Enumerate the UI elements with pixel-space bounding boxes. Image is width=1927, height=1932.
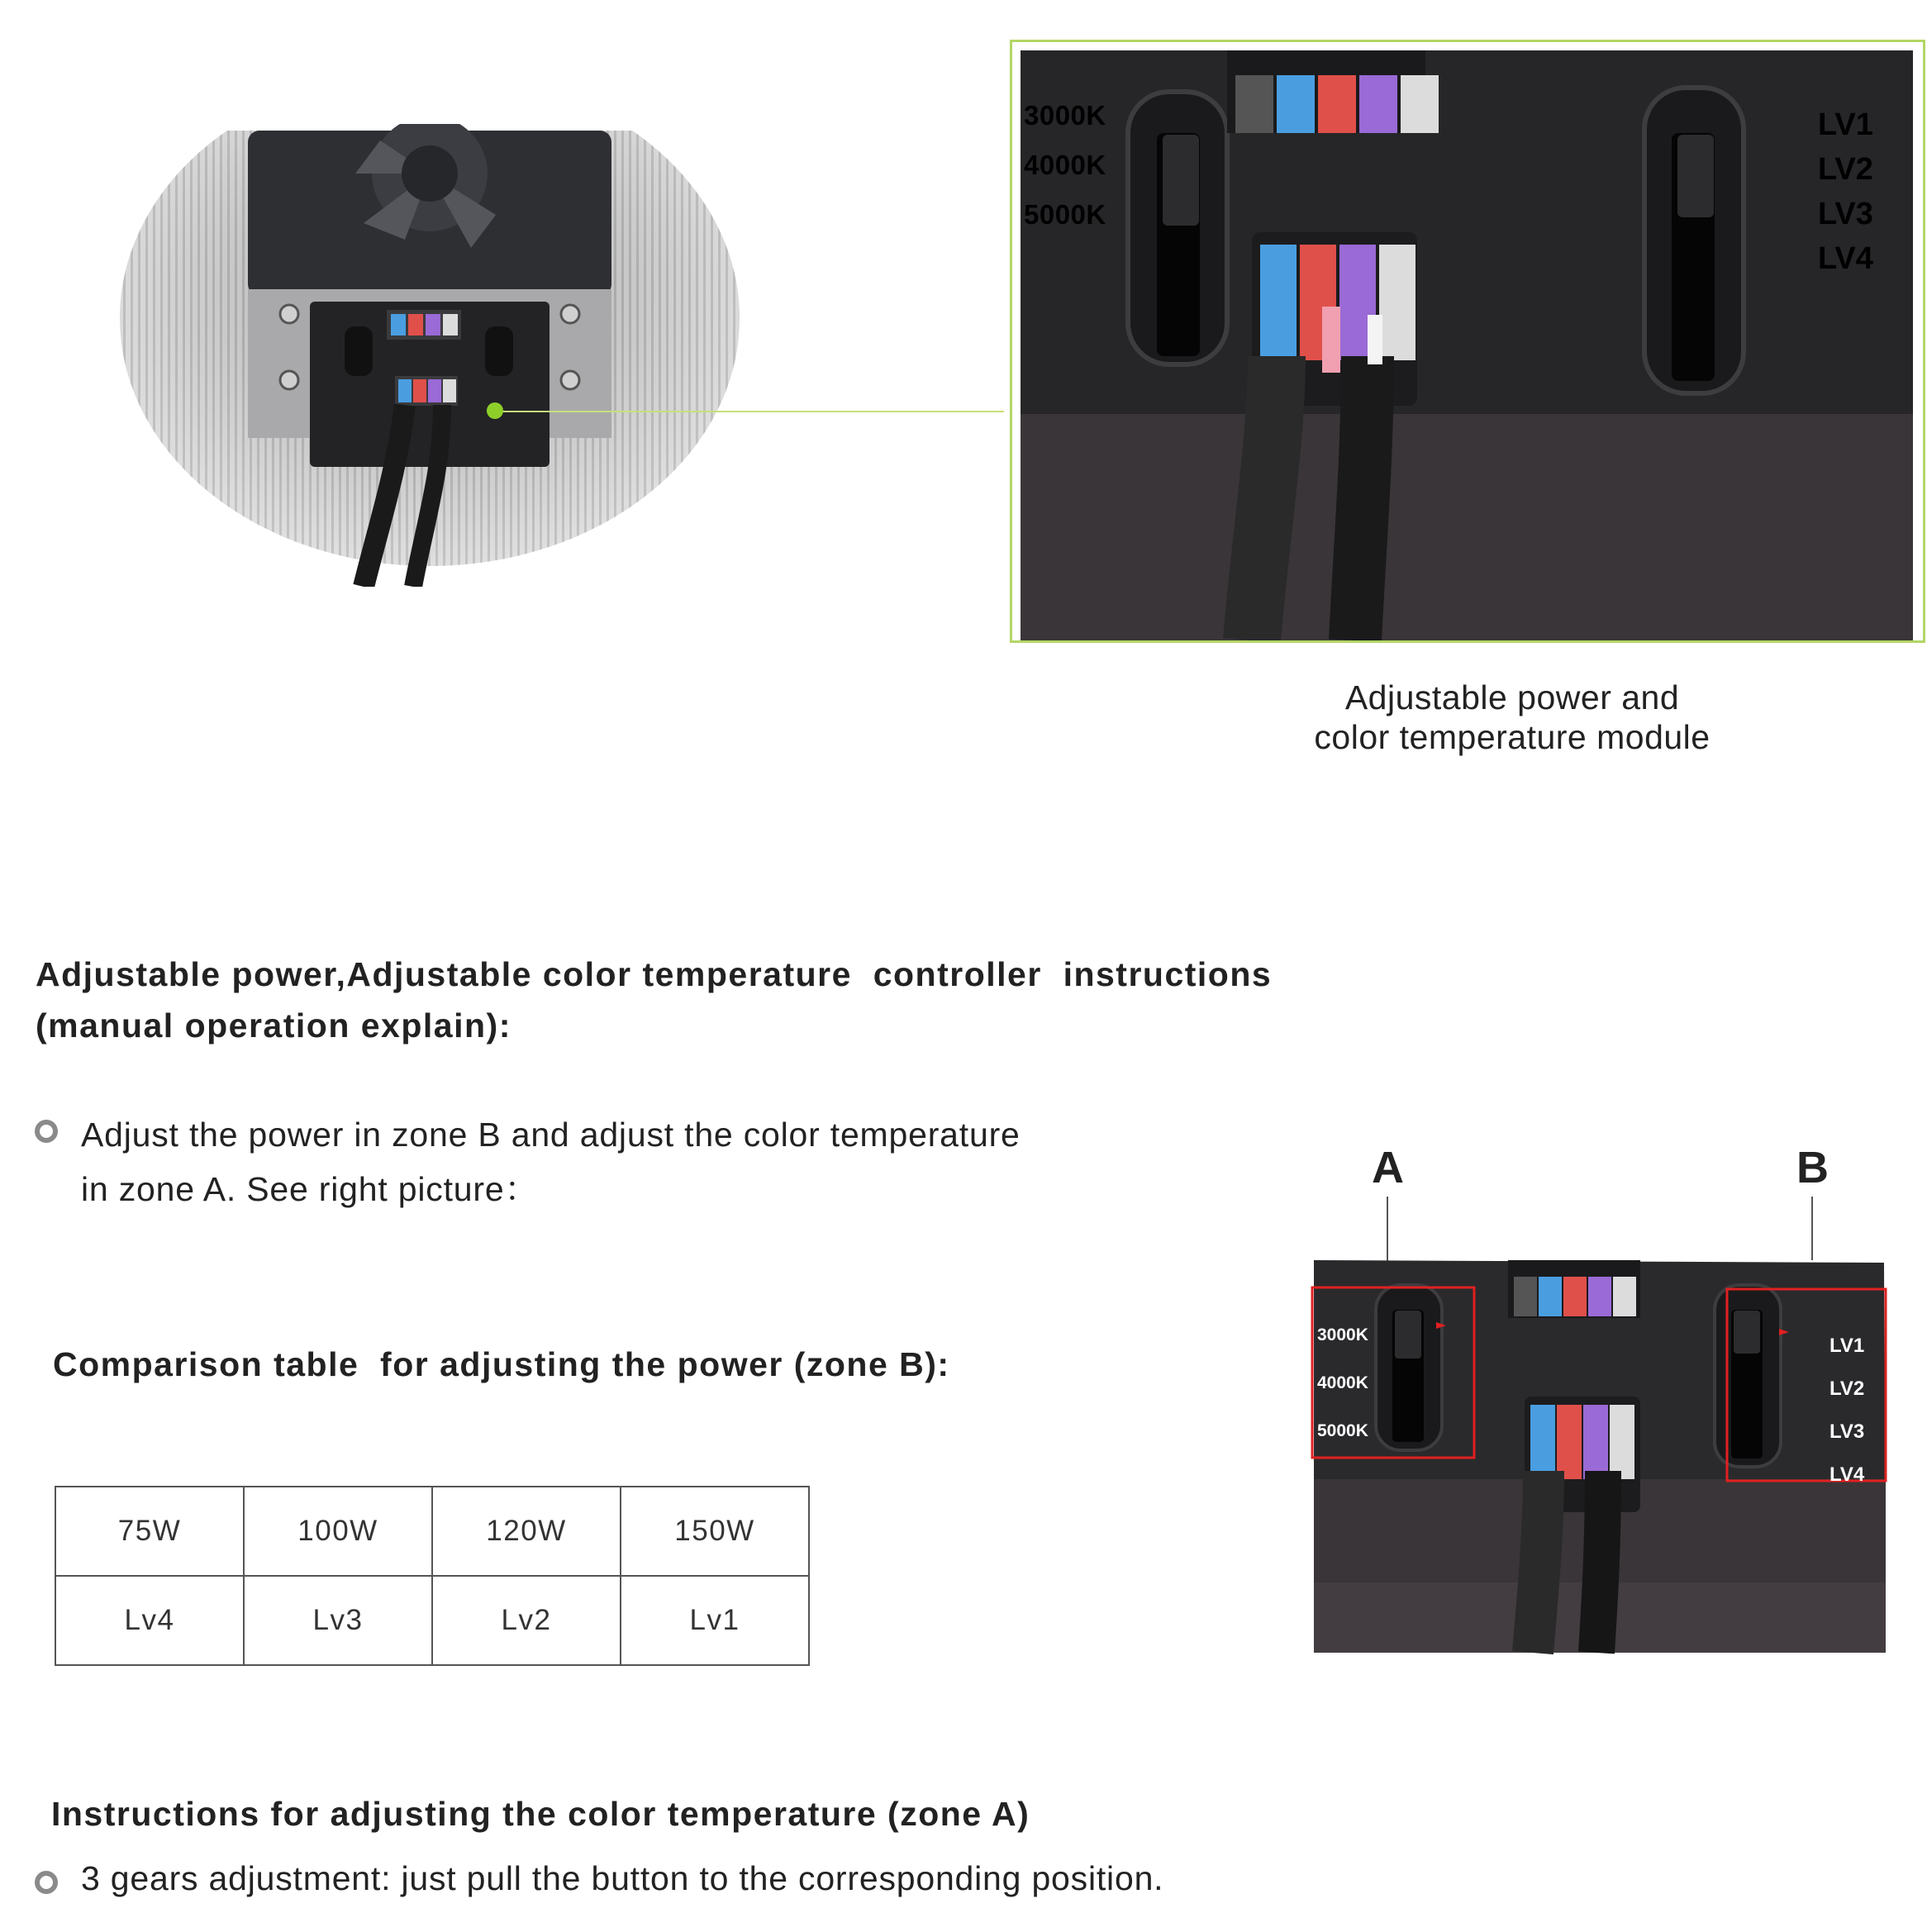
table-cell: 120W — [432, 1487, 621, 1576]
zoom-power-level-3: LV4 — [1818, 241, 1873, 276]
leader-dot — [487, 402, 503, 419]
bullet-icon — [35, 1871, 58, 1894]
table-row — [55, 1576, 809, 1665]
zoom-color-temp-1: 4000K — [1024, 150, 1106, 180]
zone-a-color-temp-2: 5000K — [1317, 1421, 1368, 1440]
bullet-icon — [35, 1120, 58, 1143]
zone-b-label: B — [1796, 1143, 1829, 1192]
table-cell: 100W — [244, 1487, 432, 1576]
zoom-power-level-2: LV3 — [1818, 197, 1873, 231]
zone-b-power-level-1: LV2 — [1829, 1378, 1865, 1400]
module-zoom-photo — [1012, 42, 1923, 640]
color-temp-heading: Instructions for adjusting the color temperature (zone A) — [51, 1795, 1030, 1833]
zone-a-color-temp-0: 3000K — [1317, 1325, 1368, 1344]
module-zoom-frame — [1010, 40, 1925, 643]
table-cell: Lv1 — [621, 1576, 809, 1665]
table-cell: Lv3 — [244, 1576, 432, 1665]
zone-instructions-paragraph — [81, 1107, 1155, 1216]
color-temp-switch — [1163, 135, 1199, 226]
zone-instructions-line-2: in zone A. See right picture： — [81, 1170, 540, 1208]
table-cell: Lv2 — [432, 1576, 621, 1665]
leader-line — [496, 411, 1004, 412]
lamp-photo — [116, 124, 744, 587]
zone-a-color-temp-1: 4000K — [1317, 1373, 1368, 1392]
table-cell: Lv4 — [55, 1576, 244, 1665]
zoom-power-level-0: LV1 — [1818, 107, 1873, 142]
table-cell: 75W — [55, 1487, 244, 1576]
instructions-heading — [36, 949, 1358, 1051]
gear-adjustment-paragraph: 3 gears adjustment: just pull the button to the corresponding position. — [81, 1859, 1164, 1897]
zone-instructions-line-1: Adjust the power in zone B and adjust the color temperature — [81, 1116, 1021, 1154]
power-comparison-table — [55, 1486, 810, 1666]
caption-line-2: color temperature module — [1314, 718, 1711, 756]
zone-module-photo — [1297, 1190, 1892, 1661]
zone-b-power-level-3: LV4 — [1829, 1463, 1865, 1486]
table-heading: Comparison table for adjusting the power (zone B): — [53, 1345, 950, 1383]
table-cell: 150W — [621, 1487, 809, 1576]
power-switch — [1677, 135, 1714, 217]
instructions-heading-line-2: (manual operation explain): — [36, 1006, 511, 1045]
zone-b-power-level-2: LV3 — [1829, 1420, 1865, 1443]
table-row — [55, 1487, 809, 1576]
module-caption — [1289, 678, 1735, 757]
zone-a-label: A — [1372, 1143, 1404, 1192]
caption-line-1: Adjustable power and — [1344, 678, 1680, 716]
zoom-power-level-1: LV2 — [1818, 152, 1873, 187]
zoom-color-temp-2: 5000K — [1024, 199, 1106, 230]
instructions-heading-line-1: Adjustable power,Adjustable color temperature controller instructions — [36, 955, 1273, 993]
zone-b-power-level-0: LV1 — [1829, 1335, 1865, 1357]
zoom-color-temp-0: 3000K — [1024, 100, 1106, 131]
